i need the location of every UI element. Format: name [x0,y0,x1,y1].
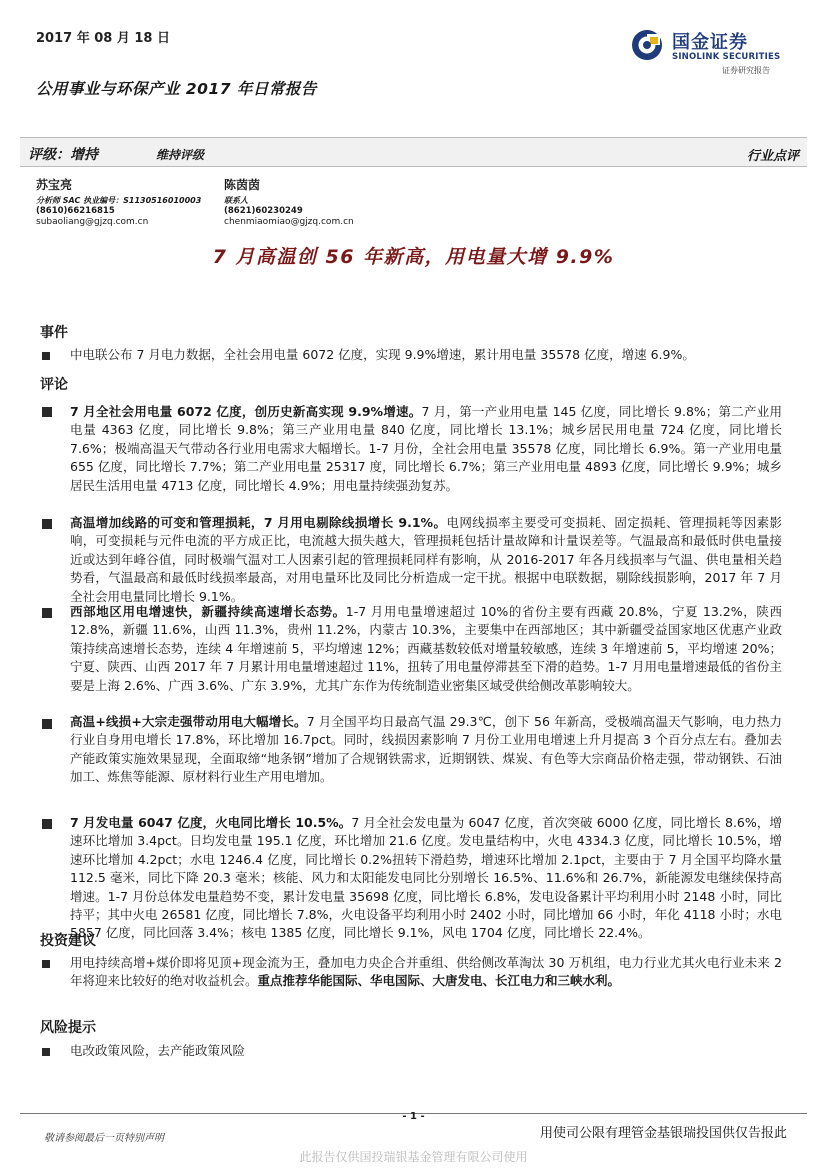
comment-lead: 7 月发电量 6047 亿度，火电同比增长 10.5%。 [70,815,352,830]
investment-body: 用电持续高增+煤价即将见顶+现金流为王，叠加电力央企合并重组、供给侧改革淘汰 30 万机组，电力行业尤其火电行业未来 2 年将迎来比较好的绝对收益机会。 [70,955,782,989]
bullet-icon [42,719,52,729]
bullet-icon [42,1048,50,1056]
analyst-name: 陈茵茵 [224,178,261,192]
report-type: 行业点评 [746,149,799,164]
section-title-event: 事件 [40,325,68,341]
investment-text [70,954,782,991]
company-logo [630,26,790,78]
risk-text: 电改政策风险，去产能政策风险 [70,1043,246,1058]
footer-disclaimer: 敬请参阅最后一页特别声明 [44,1133,164,1144]
analyst-role: 分析师 SAC 执业编号：S1130516010003 [36,196,202,205]
comment-body: 7 月全社会发电量为 6047 亿度，首次突破 6000 亿度，同比增长 8.6%，增速环比增加 3.4pct。日均发电量 195.1 亿度，环比增加 21.6 亿度。发电量结构中，火电 4334.3 亿度，同比增长 10.5%，增速环比增加 4.2pct；水电 1246.4 亿度，同比增长 0.2%扭转下滑趋势，增速环比增加 2.1pct，主要由于 7 月全国平均降水量 112.5 毫米，同比下降 20.3 毫米；核能、风力和太阳能发电同比分别增长 16.5%、11.6%和 26.7%，新能源发电继续保持高增速。1-7 月份总体发电量趋势不变，累计发电量 35698 亿度，同比增长 6.8%，发电设备累计平均利用小时 2148 小时，同比持平；其中火电 26581 亿度，同比增长 7.8%，火电设备平均利用小时 2402 小时，同比增加 66 小时，年化 4118 小时；水电 5857 亿度，同比回落 3.4%；核电 1385 亿度，同比增长 9.1%，风电 1704 亿度，同比增长 22.4%。 [70,815,782,941]
analyst-email[interactable]: chenmiaomiao@gjzq.com.cn [224,217,354,227]
section-title-comment: 评论 [40,377,68,393]
page-number: - 1 - [402,1111,425,1122]
bullet-icon [42,960,50,968]
analyst-card [36,178,201,228]
comment-item [70,403,782,495]
section-title-investment: 投资建议 [40,933,96,949]
event-text: 中电联公布 7 月电力数据，全社会用电量 6072 亿度，实现 9.9%增速，累计用电量 35578 亿度，增速 6.9%。 [70,347,695,362]
comment-body: 1-7 月用电量增速超过 10%的省份主要有西藏 20.8%，宁夏 13.2%，陕西 12.8%，新疆 11.6%，山西 11.3%，贵州 11.2%，内蒙古 10.3%，主要集中在西部地区；其中新疆受益国家地区优惠产业政策持续高速增长态势，连续 4 年增速前 5，平均增速 12%；西藏基数较低对增量较敏感，连续 3 年增速前 5，平均增速 20%；宁夏、陕西、山西 2017 年 7 月累计用电量增速超过 11%，扭转了用电量停滞甚至下滑的趋势。1-7 月用电量增速最低的省份主要是上海 2.6%、广西 3.6%、广东 3.9%，尤其广东作为传统制造业密集区域受供给侧改革影响较大。 [70,604,782,693]
comment-item [70,603,782,695]
analyst-phone: (8621)60230249 [224,206,303,216]
logo-subtitle: 证券研究报告 [722,66,770,75]
footer-mirrored-text: 用使司公限有理管金基银瑞投国供仅告报此 [539,1126,787,1141]
bullet-icon [42,519,52,529]
bullet-icon [42,819,52,829]
comment-body: 7 月，第一产业用电量 145 亿度，同比增长 9.8%；第二产业用电量 4363 亿度，同比增长 9.8%；第三产业用电量 840 亿度，同比增长 13.1%；城乡居民用电量 724 亿度，同比增长 7.6%；极端高温天气带动各行业用电需求大幅增长。1-7 月份，全社会用电量 35578 亿度，同比增长 6.9%。第一产业用电量 655 亿度，同比增长 7.7%；第二产业用电量 25317 度，同比增长 6.7%；第三产业用电量 4893 亿度，同比增长 9.9%；城乡居民生活用电量 4713 亿度，同比增长 4.9%；用电量持续强劲复苏。 [70,404,782,493]
rating-action: 维持评级 [156,148,205,162]
logo-chinese-name: 国金证券 [672,32,748,53]
comment-lead: 高温增加线路的可变和管理损耗，7 月用电剔除线损增长 9.1%。 [70,515,447,530]
sinolink-logo-icon [630,28,664,62]
comment-item [70,713,782,787]
comment-lead: 高温+线损+大宗走强带动用电大幅增长。 [70,714,307,729]
footer-watermark: 此报告仅供国投瑞银基金管理有限公司使用 [299,1150,528,1164]
section-title-risk: 风险提示 [40,1020,96,1036]
analyst-name: 苏宝亮 [36,178,73,192]
headline: 7 月高温创 56 年新高，用电量大增 9.9% [212,246,615,268]
comment-lead: 7 月全社会用电量 6072 亿度，创历史新高实现 9.9%增速。 [70,404,422,419]
analyst-phone: (8610)66216815 [36,206,115,216]
report-date: 2017 年 08 月 18 日 [36,31,170,46]
analyst-role: 联系人 [224,196,248,205]
investment-recommendation: 重点推荐华能国际、华电国际、大唐发电、长江电力和三峡水利。 [257,973,621,989]
comment-body: 7 月全国平均日最高气温 29.3℃，创下 56 年新高，受极端高温天气影响，电力热力行业自身用电增长 17.8%，环比增加 16.7pct。同时，线损因素影响 7 月份工业用电增速上升月提高 3 个百分点左右。叠加去产能政策实施效果显现，全面取缔“地条钢”增加了合规钢铁需求，近期钢铁、煤炭、有色等大宗商品价格走强，带动钢铁、石油加工、炼焦等能源、原材料行业生产用电增加。 [70,714,782,785]
bullet-icon [42,352,50,360]
logo-english-name: SINOLINK SECURITIES [672,52,781,62]
comment-body: 电网线损率主要受可变损耗、固定损耗、管理损耗等因素影响，可变损耗与元件电流的平方成正比，电流越大损失越大，管理损耗包括计量故障和计量误差等。气温最高和最低时供电量接近或达到年峰谷值，同时极端气温对工人因素引起的管理损耗同样有影响，从 2016-2017 年各月线损率与气温、供电量相关趋势看，气温最高和最低时线损率最高，对用电量环比及同比分析造成一定干扰。根据中电联数据，剔除线损影响，2017 年 7 月全社会用电量同比增长 9.1%。 [70,515,782,604]
report-title: 公用事业与环保产业 2017 年日常报告 [36,80,317,98]
rating-label: 评级：增持 [28,147,98,163]
rating-band [20,137,807,167]
analyst-email[interactable]: subaoliang@gjzq.com.cn [36,217,149,227]
bullet-icon [42,407,52,417]
analyst-card [224,178,354,228]
bullet-icon [42,608,52,618]
comment-item [70,514,782,606]
comment-item [70,814,782,943]
comment-lead: 西部地区用电增速快，新疆持续高速增长态势。 [70,604,346,619]
